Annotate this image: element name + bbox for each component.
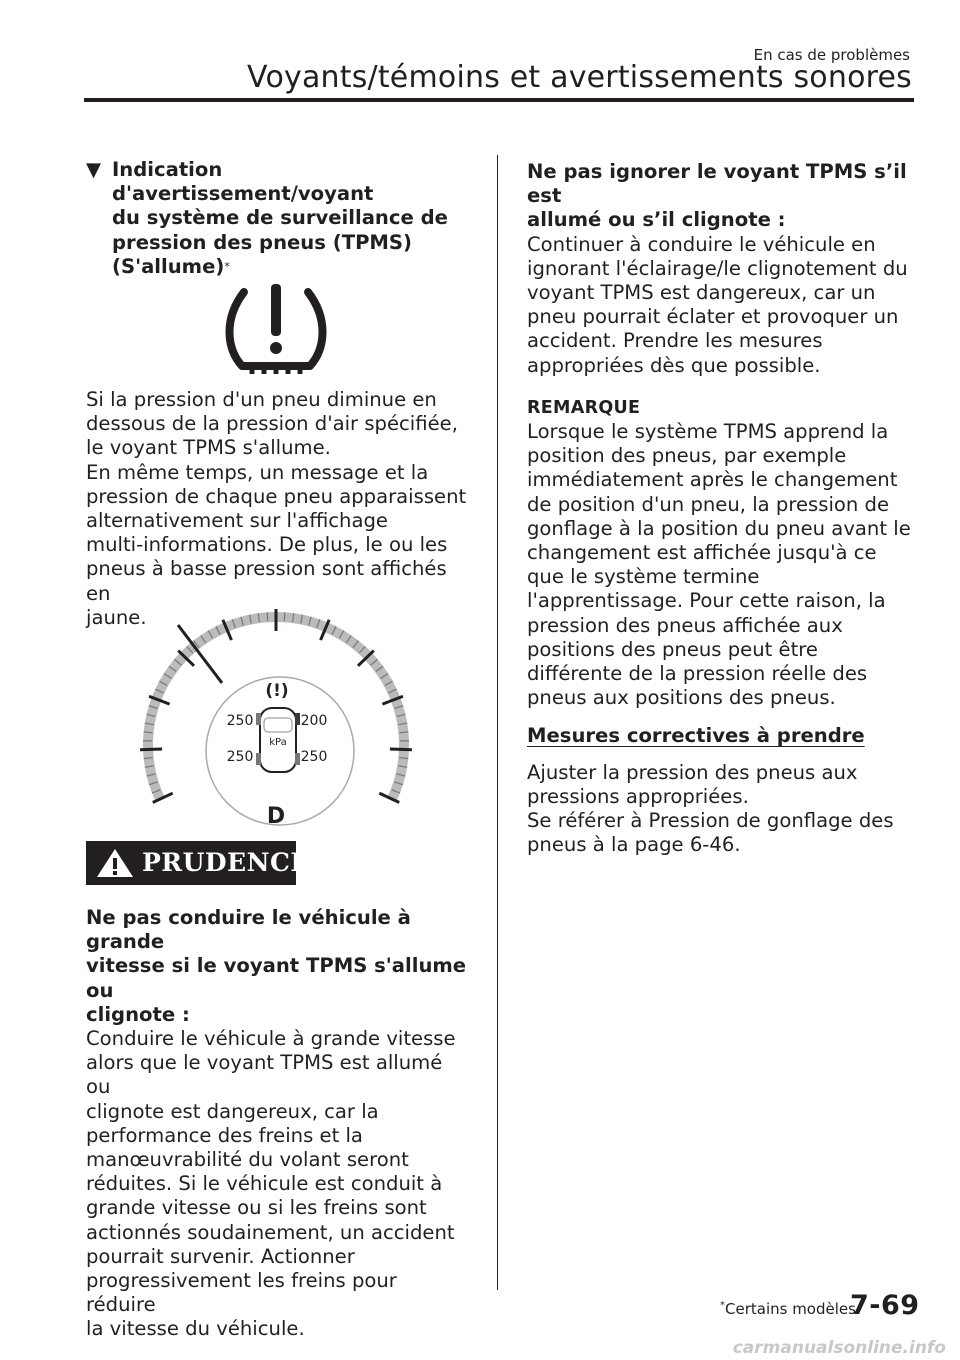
text-line: pression des pneus affichée aux <box>527 613 843 637</box>
text-line: la vitesse du véhicule. <box>86 1317 305 1341</box>
text-line: actionnés soudainement, un accident <box>86 1220 455 1244</box>
text-line: différente de la pression réelle des <box>527 662 868 686</box>
chapter-label: En cas de problèmes <box>753 46 910 64</box>
footnote: *Certains modèles. <box>720 1300 861 1318</box>
gear-indicator: D <box>266 804 286 829</box>
page-title: Voyants/témoins et avertissements sonores <box>247 60 912 95</box>
text-line: pressions appropriées. <box>527 784 749 808</box>
text-line: que le système termine <box>527 565 760 589</box>
warning-triangle-icon <box>96 847 134 879</box>
caution-text <box>86 906 472 1342</box>
tire-front-right <box>295 713 300 725</box>
text-line: performance des freins et la <box>86 1123 363 1147</box>
gauge-tick <box>284 612 285 621</box>
text-line: gonflage à la position du pneu avant le <box>527 516 911 540</box>
footnote-mark: * <box>224 259 230 273</box>
tpms-description <box>86 388 472 630</box>
section-heading <box>86 158 482 279</box>
text-line: manœuvrabilité du volant seront <box>86 1148 409 1172</box>
text-line: dessous de la pression d'air spécifiée, <box>86 412 458 436</box>
tire-front-left <box>256 713 261 725</box>
gauge-tick <box>390 749 412 750</box>
text-line: pneu pourrait éclater et provoquer un <box>527 305 899 329</box>
text-line: progressivement les freins pour réduire <box>86 1269 397 1317</box>
text-line: l'apprentissage. Pour cette raison, la <box>527 589 886 613</box>
text-line: réduites. Si le véhicule est conduit à <box>86 1172 443 1196</box>
text-line: Se référer à Pression de gonflage des <box>527 809 894 833</box>
text-line: de position d'un pneu, la pression de <box>527 492 890 516</box>
pressure-unit: kPa <box>269 737 287 748</box>
note-label: REMARQUE <box>527 397 641 418</box>
header-divider <box>84 98 914 102</box>
pressure-rear-left: 250 <box>226 749 254 765</box>
text-line: multi-informations. De plus, le ou les <box>86 533 448 557</box>
text-line: Ajuster la pression des pneus aux <box>527 760 858 784</box>
text-line: pneus à basse pression sont affichés en <box>86 557 447 605</box>
triangle-bullet-icon: ▼ <box>86 158 102 181</box>
watermark: carmanualsonline.info <box>732 1338 946 1358</box>
caution-banner <box>86 841 310 885</box>
heading-line: Indication d'avertissement/voyant <box>112 158 374 206</box>
instrument-cluster-illustration <box>140 595 420 835</box>
text-line: appropriées dès que possible. <box>527 353 821 377</box>
text-line: jaune. <box>86 605 147 629</box>
tpms-mini-icon: (!) <box>265 681 289 701</box>
caution-heading-line: Ne pas conduire le véhicule à grande <box>86 906 411 954</box>
text-line: position des pneus, par exemple <box>527 444 847 468</box>
text-line: grande vitesse ou si les freins sont <box>86 1196 427 1220</box>
tpms-warning-icon <box>222 278 330 378</box>
gauge-tick <box>267 612 268 621</box>
text-line: accident. Prendre les mesures <box>527 329 823 353</box>
text-line: ignorant l'éclairage/le clignotement du <box>527 256 908 280</box>
text-line: voyant TPMS est dangereux, car un <box>527 281 876 305</box>
pressure-rear-right: 250 <box>300 749 328 765</box>
text-line: pression de chaque pneu apparaissent <box>86 484 467 508</box>
text-line: le voyant TPMS s'allume. <box>86 436 331 460</box>
caution-label: PRUDENCE <box>142 848 310 877</box>
heading-line: (S'allume)* <box>112 254 230 278</box>
pressure-front-left: 250 <box>226 713 254 729</box>
heading-line: pression des pneus (TPMS) <box>112 230 412 254</box>
text-line: alternativement sur l'affichage <box>86 509 388 533</box>
warning-heading-line: Ne pas ignorer le voyant TPMS s’il est <box>527 160 907 208</box>
column-divider <box>497 155 498 1290</box>
right-column <box>527 160 913 857</box>
pressure-front-right: 200 <box>300 713 328 729</box>
text-line: immédiatement après le changement <box>527 468 898 492</box>
corrective-measures-heading: Mesures correctives à prendre <box>527 724 865 748</box>
text-line: Si la pression d'un pneu diminue en <box>86 388 437 411</box>
tire-rear-left <box>256 753 261 765</box>
text-line: Conduire le véhicule à grande vitesse <box>86 1027 456 1051</box>
text-line: clignote est dangereux, car la <box>86 1099 379 1123</box>
gauge-tick <box>140 749 162 750</box>
caution-heading-line: vitesse si le voyant TPMS s'allume ou <box>86 954 467 1002</box>
text-line: changement est affichée jusqu'à ce <box>527 541 877 565</box>
page-number: 7-69 <box>850 1290 920 1321</box>
text-line: pneus aux positions des pneus. <box>527 686 836 710</box>
text-line: alors que le voyant TPMS est allumé ou <box>86 1051 443 1099</box>
gauge-scale <box>140 609 412 802</box>
text-line: En même temps, un message et la <box>86 460 429 484</box>
text-line: Lorsque le système TPMS apprend la <box>527 420 889 444</box>
text-line: positions des pneus peut être <box>527 637 818 661</box>
footnote-mark: * <box>720 1300 725 1311</box>
warning-heading-line: allumé ou s’il clignote : <box>527 208 786 232</box>
text-line: pneus à la page 6-46. <box>527 833 741 857</box>
heading-line: du système de surveillance de <box>112 206 448 230</box>
tire-rear-right <box>295 753 300 765</box>
text-line: Continuer à conduire le véhicule en <box>527 232 876 256</box>
caution-heading-line: clignote : <box>86 1002 190 1026</box>
text-line: pourrait survenir. Actionner <box>86 1244 355 1268</box>
